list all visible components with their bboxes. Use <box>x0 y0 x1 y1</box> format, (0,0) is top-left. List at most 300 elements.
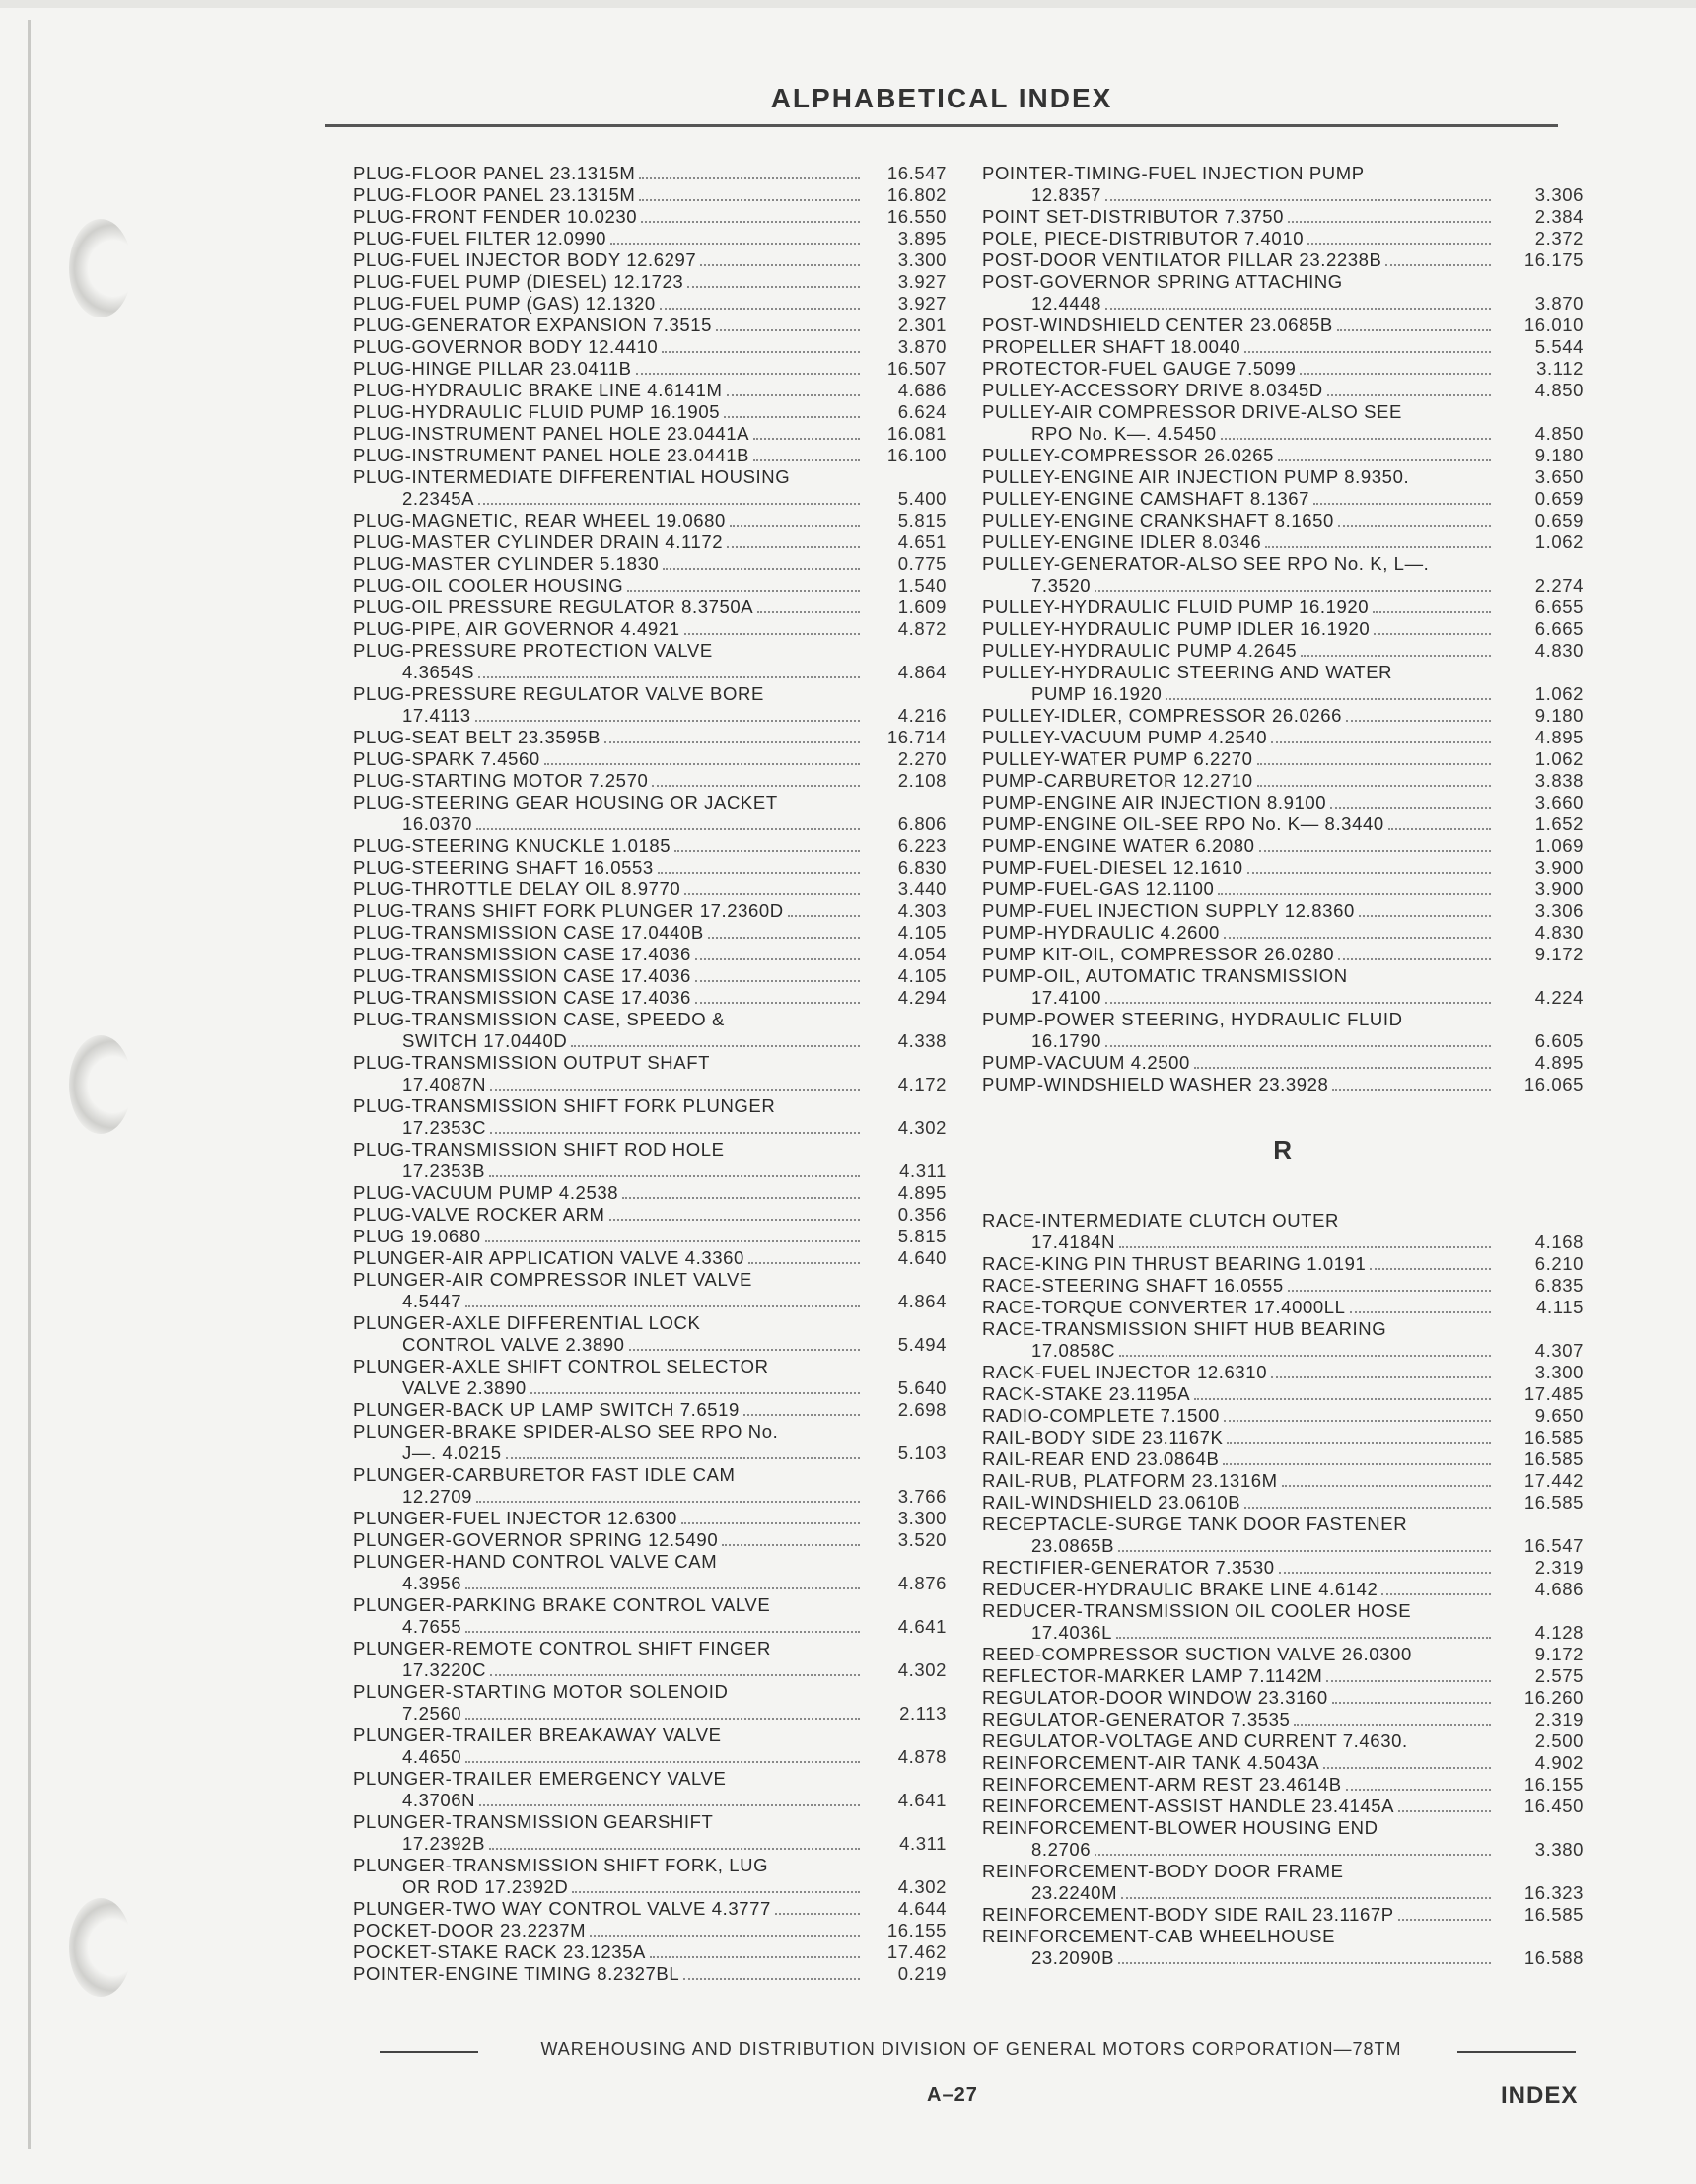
index-entry <box>982 1052 1584 1074</box>
dot-leader <box>1398 1810 1491 1812</box>
entry-label: PLUG-MASTER CYLINDER 5.1830 <box>353 553 660 574</box>
dot-leader <box>658 872 860 874</box>
dot-leader <box>1332 1702 1491 1704</box>
entry-label: REFLECTOR-MARKER LAMP 7.1142M <box>982 1665 1323 1686</box>
entry-label-continued: 4.3706N <box>402 1790 476 1810</box>
dot-leader <box>489 1175 860 1177</box>
entry-label: PLUNGER-TRAILER BREAKAWAY VALVE <box>353 1725 722 1745</box>
entry-label: PLUNGER-AXLE SHIFT CONTROL SELECTOR <box>353 1356 769 1376</box>
entry-page-ref: 16.547 <box>886 163 947 183</box>
entry-label: PUMP KIT-OIL, COMPRESSOR 26.0280 <box>982 944 1335 964</box>
index-entry <box>353 792 947 835</box>
dot-leader <box>1307 243 1491 245</box>
index-entry <box>982 748 1584 770</box>
dot-leader <box>1388 828 1491 830</box>
entry-page-ref: 4.641 <box>897 1616 947 1637</box>
entry-label-continued: 4.7655 <box>402 1616 462 1637</box>
entry-label: PLUG-STARTING MOTOR 7.2570 <box>353 770 649 791</box>
index-entry <box>982 336 1584 358</box>
dot-leader <box>724 416 860 418</box>
entry-page-ref: 3.900 <box>1534 857 1584 878</box>
index-entry <box>353 1247 947 1269</box>
entry-page-ref: 2.108 <box>897 770 947 791</box>
entry-page-ref: 16.010 <box>1523 315 1584 335</box>
entry-label: PLUG-PIPE, AIR GOVERNOR 4.4921 <box>353 618 680 639</box>
entry-label: PLUNGER-TRANSMISSION SHIFT FORK, LUG <box>353 1855 769 1875</box>
entry-label: PLUG-PRESSURE PROTECTION VALVE <box>353 640 713 661</box>
entry-label: PLUG-INSTRUMENT PANEL HOLE 23.0441A <box>353 423 750 444</box>
index-entry <box>353 1768 947 1811</box>
dot-leader <box>730 525 860 527</box>
dot-leader <box>788 915 860 917</box>
dot-leader <box>660 308 860 310</box>
dot-leader <box>1323 1767 1491 1769</box>
entry-label: PLUNGER-REMOTE CONTROL SHIFT FINGER <box>353 1638 771 1658</box>
entry-label-continued: 4.3654S <box>402 662 475 682</box>
index-entry <box>982 1362 1584 1383</box>
entry-label: RACE-STEERING SHAFT 16.0555 <box>982 1275 1284 1296</box>
footer-rule-left <box>380 2051 478 2053</box>
entry-page-ref: 2.372 <box>1534 228 1584 248</box>
index-entry <box>982 1470 1584 1492</box>
page-top-edge <box>0 0 1696 8</box>
entry-label: PULLEY-ACCESSORY DRIVE 8.0345D <box>982 380 1323 400</box>
index-entry <box>353 1920 947 1941</box>
index-entry <box>353 857 947 879</box>
dot-leader <box>1338 525 1491 527</box>
dot-leader <box>1373 611 1491 613</box>
entry-page-ref: 6.806 <box>897 813 947 834</box>
entry-page-ref: 3.306 <box>1534 900 1584 921</box>
index-entry <box>982 944 1584 965</box>
entry-label: PUMP-FUEL-DIESEL 12.1610 <box>982 857 1243 878</box>
index-entry <box>353 401 947 423</box>
entry-label: RACE-KING PIN THRUST BEARING 1.0191 <box>982 1253 1367 1274</box>
dot-leader <box>683 1978 860 1980</box>
dot-leader <box>716 329 860 331</box>
entry-page-ref: 3.300 <box>897 249 947 270</box>
entry-page-ref: 16.588 <box>1523 1947 1584 1968</box>
index-entry <box>353 1551 947 1594</box>
dot-leader <box>757 611 860 613</box>
dot-leader <box>1095 590 1491 592</box>
dot-leader <box>1359 915 1491 917</box>
entry-page-ref: 16.100 <box>886 445 947 465</box>
entry-page-ref: 5.103 <box>897 1443 947 1463</box>
entry-label: PLUG-PRESSURE REGULATOR VALVE BORE <box>353 683 764 704</box>
dot-leader <box>490 1132 860 1134</box>
entry-page-ref: 4.172 <box>897 1074 947 1094</box>
index-entry <box>353 1508 947 1529</box>
entry-page-ref: 2.575 <box>1534 1665 1584 1686</box>
entry-page-ref: 16.507 <box>886 358 947 379</box>
entry-label-continued: 17.2353B <box>402 1161 486 1181</box>
index-entry <box>982 1210 1584 1253</box>
index-entry <box>982 1774 1584 1796</box>
dot-leader <box>1271 741 1491 743</box>
index-entry <box>982 271 1584 315</box>
dot-leader <box>1278 459 1491 461</box>
index-entry <box>353 358 947 380</box>
entry-page-ref: 3.520 <box>897 1529 947 1550</box>
entry-label-continued: VALVE 2.3890 <box>402 1377 527 1398</box>
entry-label: PLUG-FLOOR PANEL 23.1315M <box>353 184 636 205</box>
dot-leader <box>475 720 860 722</box>
page-number: A–27 <box>927 2084 978 2106</box>
index-entry <box>982 1405 1584 1427</box>
entry-page-ref: 2.319 <box>1534 1709 1584 1729</box>
entry-label: PROPELLER SHAFT 18.0040 <box>982 336 1241 357</box>
index-entry <box>982 488 1584 510</box>
index-entry <box>982 1796 1584 1817</box>
dot-leader <box>1105 308 1491 310</box>
entry-page-ref: 1.540 <box>897 575 947 596</box>
entry-page-ref: 4.168 <box>1534 1232 1584 1252</box>
entry-label: PLUG-HINGE PILLAR 23.0411B <box>353 358 632 379</box>
entry-page-ref: 3.900 <box>1534 879 1584 899</box>
dot-leader <box>1105 199 1491 201</box>
index-column-right <box>982 163 1584 1969</box>
entry-page-ref: 16.550 <box>886 206 947 227</box>
index-entry <box>353 683 947 727</box>
entry-page-ref: 4.224 <box>1534 987 1584 1008</box>
index-entry <box>353 531 947 553</box>
entry-label: REGULATOR-GENERATOR 7.3535 <box>982 1709 1291 1729</box>
dot-leader <box>476 828 860 830</box>
entry-label: RACE-INTERMEDIATE CLUTCH OUTER <box>982 1210 1339 1231</box>
entry-page-ref: 0.659 <box>1534 488 1584 509</box>
entry-label-continued: 8.2706 <box>1031 1839 1092 1860</box>
index-entry <box>353 445 947 466</box>
dot-leader <box>674 850 860 852</box>
index-entry <box>353 1095 947 1139</box>
entry-page-ref: 5.544 <box>1534 336 1584 357</box>
entry-label: PLUG-TRANSMISSION CASE 17.4036 <box>353 944 691 964</box>
entry-page-ref: 4.864 <box>897 662 947 682</box>
entry-label-continued: PUMP 16.1920 <box>1031 683 1163 704</box>
entry-label: RECTIFIER-GENERATOR 7.3530 <box>982 1557 1275 1578</box>
entry-label-continued: 17.2353C <box>402 1117 487 1138</box>
entry-page-ref: 0.775 <box>897 553 947 574</box>
entry-label-continued: 17.4100 <box>1031 987 1102 1008</box>
entry-page-ref: 4.850 <box>1534 423 1584 444</box>
index-entry <box>982 1687 1584 1709</box>
entry-label-continued: 12.4448 <box>1031 293 1102 314</box>
dot-leader <box>1288 221 1491 223</box>
dot-leader <box>684 633 860 635</box>
entry-label-continued: 23.2090B <box>1031 1947 1115 1968</box>
dot-leader <box>636 373 860 375</box>
dot-leader <box>530 1392 860 1394</box>
entry-page-ref: 4.850 <box>1534 380 1584 400</box>
entry-page-ref: 3.927 <box>897 293 947 314</box>
dot-leader <box>727 546 860 548</box>
entry-label-continued: SWITCH 17.0440D <box>402 1030 568 1051</box>
entry-page-ref: 3.306 <box>1534 184 1584 205</box>
entry-page-ref: 16.802 <box>886 184 947 205</box>
entry-label: RACK-FUEL INJECTOR 12.6310 <box>982 1362 1268 1382</box>
entry-page-ref: 2.113 <box>899 1703 947 1724</box>
dot-leader <box>1327 394 1491 396</box>
entry-label: REINFORCEMENT-BLOWER HOUSING END <box>982 1817 1378 1838</box>
index-entry <box>353 575 947 597</box>
entry-page-ref: 16.450 <box>1523 1796 1584 1816</box>
index-entry <box>353 1464 947 1508</box>
entry-label: PULLEY-ENGINE CAMSHAFT 8.1367 <box>982 488 1310 509</box>
index-entry <box>982 857 1584 879</box>
entry-label: POINTER-TIMING-FUEL INJECTION PUMP <box>982 163 1365 183</box>
entry-label: PLUG-GENERATOR EXPANSION 7.3515 <box>353 315 713 335</box>
entry-page-ref: 5.815 <box>897 510 947 530</box>
entry-page-ref: 4.302 <box>897 1876 947 1897</box>
entry-label-continued: 17.4087N <box>402 1074 487 1094</box>
index-entry <box>982 358 1584 380</box>
dot-leader <box>708 937 860 939</box>
entry-label: POINT SET-DISTRIBUTOR 7.3750 <box>982 206 1285 227</box>
entry-page-ref: 6.835 <box>1534 1275 1584 1296</box>
entry-page-ref: 4.338 <box>897 1030 947 1051</box>
dot-leader <box>609 1219 860 1221</box>
dot-leader <box>1257 763 1491 765</box>
dot-leader <box>663 568 860 570</box>
dot-leader <box>1271 1376 1491 1378</box>
entry-label: RAIL-WINDSHIELD 23.0610B <box>982 1492 1241 1513</box>
entry-page-ref: 3.112 <box>1536 358 1584 379</box>
entry-label-continued: 23.0865B <box>1031 1535 1115 1556</box>
dot-leader <box>1350 1311 1491 1313</box>
dot-leader <box>1121 1897 1491 1899</box>
entry-label: PLUG-THROTTLE DELAY OIL 8.9770 <box>353 879 681 899</box>
entry-label: PULLEY-GENERATOR-ALSO SEE RPO No. K, L—. <box>982 553 1430 574</box>
entry-label: REDUCER-TRANSMISSION OIL COOLER HOSE <box>982 1600 1412 1621</box>
entry-label: PUMP-FUEL-GAS 12.1100 <box>982 879 1215 899</box>
entry-label: PULLEY-HYDRAULIC STEERING AND WATER <box>982 662 1393 682</box>
header-rule <box>325 124 1558 127</box>
index-entry <box>353 1052 947 1095</box>
entry-page-ref: 0.219 <box>897 1963 947 1984</box>
entry-page-ref: 5.640 <box>897 1377 947 1398</box>
entry-page-ref: 4.105 <box>897 922 947 943</box>
dot-leader <box>476 1501 860 1503</box>
entry-label-continued: 12.8357 <box>1031 184 1102 205</box>
entry-label: REINFORCEMENT-AIR TANK 4.5043A <box>982 1752 1320 1773</box>
entry-page-ref: 3.660 <box>1534 792 1584 812</box>
entry-page-ref: 4.686 <box>897 380 947 400</box>
index-entry <box>982 618 1584 640</box>
entry-label: PLUNGER-HAND CONTROL VALVE CAM <box>353 1551 718 1572</box>
entry-page-ref: 4.640 <box>897 1247 947 1268</box>
dot-leader <box>571 1045 860 1047</box>
dot-leader <box>1118 1962 1491 1964</box>
entry-page-ref: 16.585 <box>1523 1492 1584 1513</box>
dot-leader <box>544 763 860 765</box>
dot-leader <box>639 177 860 179</box>
entry-page-ref: 4.872 <box>897 618 947 639</box>
index-entry <box>353 944 947 965</box>
entry-page-ref: 9.172 <box>1534 944 1584 964</box>
index-entry <box>982 1074 1584 1095</box>
index-entry <box>982 965 1584 1009</box>
section-letter-r: R <box>1273 1135 1293 1164</box>
entry-page-ref: 4.105 <box>897 965 947 986</box>
index-entry <box>353 1356 947 1399</box>
entry-page-ref: 4.895 <box>1534 727 1584 747</box>
entry-label: PULLEY-IDLER, COMPRESSOR 26.0266 <box>982 705 1343 726</box>
dot-leader <box>1288 1290 1491 1292</box>
entry-label-continued: 12.2709 <box>402 1486 473 1507</box>
index-entry <box>353 640 947 683</box>
dot-leader <box>1374 633 1491 635</box>
entry-page-ref: 3.380 <box>1534 1839 1584 1860</box>
entry-label: PLUG-TRANSMISSION CASE 17.0440B <box>353 922 704 943</box>
entry-page-ref: 4.307 <box>1534 1340 1584 1361</box>
dot-leader <box>490 1674 860 1676</box>
entry-label: PULLEY-ENGINE AIR INJECTION PUMP 8.9350. <box>982 466 1410 487</box>
entry-label: PULLEY-ENGINE IDLER 8.0346 <box>982 531 1262 552</box>
entry-page-ref: 4.302 <box>897 1659 947 1680</box>
index-entry <box>982 1318 1584 1362</box>
entry-page-ref: 4.895 <box>897 1182 947 1203</box>
entry-label: POCKET-DOOR 23.2237M <box>353 1920 587 1940</box>
entry-page-ref: 4.216 <box>897 705 947 726</box>
dot-leader <box>506 1457 860 1459</box>
index-entry <box>982 1557 1584 1579</box>
entry-label: PULLEY-VACUUM PUMP 4.2540 <box>982 727 1268 747</box>
entry-page-ref: 4.651 <box>897 531 947 552</box>
entry-label-continued: 4.5447 <box>402 1291 462 1311</box>
index-entry <box>982 380 1584 401</box>
entry-page-ref: 2.698 <box>897 1399 947 1420</box>
index-entry <box>982 705 1584 727</box>
index-entry <box>353 1638 947 1681</box>
index-entry <box>353 1139 947 1182</box>
entry-label: RECEPTACLE-SURGE TANK DOOR FASTENER <box>982 1514 1408 1534</box>
dot-leader <box>1338 958 1491 960</box>
entry-label-continued: OR ROD 17.2392D <box>402 1876 569 1897</box>
entry-page-ref: 3.300 <box>897 1508 947 1528</box>
dot-leader <box>775 1913 860 1915</box>
dot-leader <box>465 1718 860 1720</box>
index-entry <box>353 553 947 575</box>
entry-page-ref: 2.319 <box>1534 1557 1584 1578</box>
entry-label: RAIL-REAR END 23.0864B <box>982 1448 1220 1469</box>
entry-label: RACE-TORQUE CONVERTER 17.4000LL <box>982 1297 1346 1317</box>
entry-label-continued: 16.1790 <box>1031 1030 1102 1051</box>
dot-leader <box>1370 1268 1491 1270</box>
index-entry <box>353 466 947 510</box>
entry-label: PLUG-TRANSMISSION SHIFT ROD HOLE <box>353 1139 725 1160</box>
dot-leader <box>1244 1507 1491 1509</box>
dot-leader <box>641 221 860 223</box>
entry-label: PULLEY-WATER PUMP 6.2270 <box>982 748 1253 769</box>
entry-page-ref: 0.659 <box>1534 510 1584 530</box>
index-entry <box>982 1579 1584 1600</box>
dot-leader <box>748 1262 860 1264</box>
entry-label: RAIL-BODY SIDE 23.1167K <box>982 1427 1224 1447</box>
entry-label-continued: J—. 4.0215 <box>402 1443 502 1463</box>
entry-label: REED-COMPRESSOR SUCTION VALVE 26.0300 <box>982 1644 1412 1664</box>
index-entry <box>353 1963 947 1985</box>
entry-label: REGULATOR-DOOR WINDOW 23.3160 <box>982 1687 1328 1708</box>
index-section-r <box>982 1210 1584 1969</box>
entry-page-ref: 4.864 <box>897 1291 947 1311</box>
entry-label: PLUG-MAGNETIC, REAR WHEEL 19.0680 <box>353 510 726 530</box>
entry-page-ref: 4.830 <box>1534 922 1584 943</box>
entry-label: PLUG-STEERING GEAR HOUSING OR JACKET <box>353 792 778 812</box>
entry-page-ref: 4.115 <box>1536 1297 1584 1317</box>
index-entry <box>982 879 1584 900</box>
index-entry <box>353 1529 947 1551</box>
dot-leader <box>1223 1463 1491 1465</box>
entry-label-continued: 17.4036L <box>1031 1622 1112 1643</box>
index-entry <box>353 1811 947 1855</box>
entry-label-continued: CONTROL VALVE 2.3890 <box>402 1334 625 1355</box>
dot-leader <box>1412 1745 1491 1747</box>
index-entry <box>982 315 1584 336</box>
dot-leader <box>639 199 860 201</box>
entry-label-continued: 7.3520 <box>1031 575 1092 596</box>
entry-label-continued: 7.2560 <box>402 1703 462 1724</box>
entry-page-ref: 17.442 <box>1523 1470 1584 1491</box>
entry-label: POST-WINDSHIELD CENTER 23.0685B <box>982 315 1333 335</box>
entry-page-ref: 4.311 <box>899 1161 947 1181</box>
dot-leader <box>1337 329 1491 331</box>
entry-label: PUMP-POWER STEERING, HYDRAULIC FLUID <box>982 1009 1403 1029</box>
index-entry <box>353 228 947 249</box>
dot-leader <box>700 264 860 266</box>
entry-page-ref: 3.927 <box>897 271 947 292</box>
dot-leader <box>1105 1002 1491 1004</box>
index-entry <box>982 1514 1584 1557</box>
entry-label: PLUNGER-TRANSMISSION GEARSHIFT <box>353 1811 714 1832</box>
entry-label: PLUNGER-FUEL INJECTOR 12.6300 <box>353 1508 677 1528</box>
index-entry <box>353 271 947 293</box>
dot-leader <box>622 1197 860 1199</box>
dot-leader <box>1294 1724 1491 1726</box>
index-entry <box>982 1665 1584 1687</box>
entry-label-continued: RPO No. K—. 4.5450 <box>1031 423 1217 444</box>
entry-page-ref: 16.260 <box>1523 1687 1584 1708</box>
index-entry <box>982 770 1584 792</box>
entry-label-continued: 17.4113 <box>402 705 471 726</box>
entry-label: PLUG-OIL COOLER HOUSING <box>353 575 624 596</box>
page-left-edge <box>28 20 31 2149</box>
dot-leader <box>687 286 860 288</box>
index-entry <box>353 965 947 987</box>
entry-page-ref: 4.895 <box>1534 1052 1584 1073</box>
entry-label: PUMP-ENGINE OIL-SEE RPO No. K— 8.3440 <box>982 813 1384 834</box>
index-entry <box>982 1253 1584 1275</box>
entry-page-ref: 4.294 <box>897 987 947 1008</box>
index-entry <box>353 1204 947 1226</box>
entry-label: PLUNGER-AIR APPLICATION VALVE 4.3360 <box>353 1247 744 1268</box>
entry-label: PLUG 19.0680 <box>353 1226 481 1246</box>
entry-label-continued: 17.4184N <box>1031 1232 1116 1252</box>
entry-label: PLUG-FRONT FENDER 10.0230 <box>353 206 638 227</box>
entry-label: POST-DOOR VENTILATOR PILLAR 23.2238B <box>982 249 1382 270</box>
index-entry <box>982 249 1584 271</box>
dot-leader <box>1224 1420 1491 1422</box>
entry-label: PUMP-FUEL INJECTION SUPPLY 12.8360 <box>982 900 1355 921</box>
index-column-left <box>353 163 947 1985</box>
index-entry <box>353 293 947 315</box>
binder-hole-top <box>69 219 132 317</box>
index-entry <box>982 1904 1584 1926</box>
index-entry <box>353 1855 947 1898</box>
dot-leader <box>1326 1680 1491 1682</box>
index-entry <box>982 1009 1584 1052</box>
dot-leader <box>1279 1572 1491 1574</box>
